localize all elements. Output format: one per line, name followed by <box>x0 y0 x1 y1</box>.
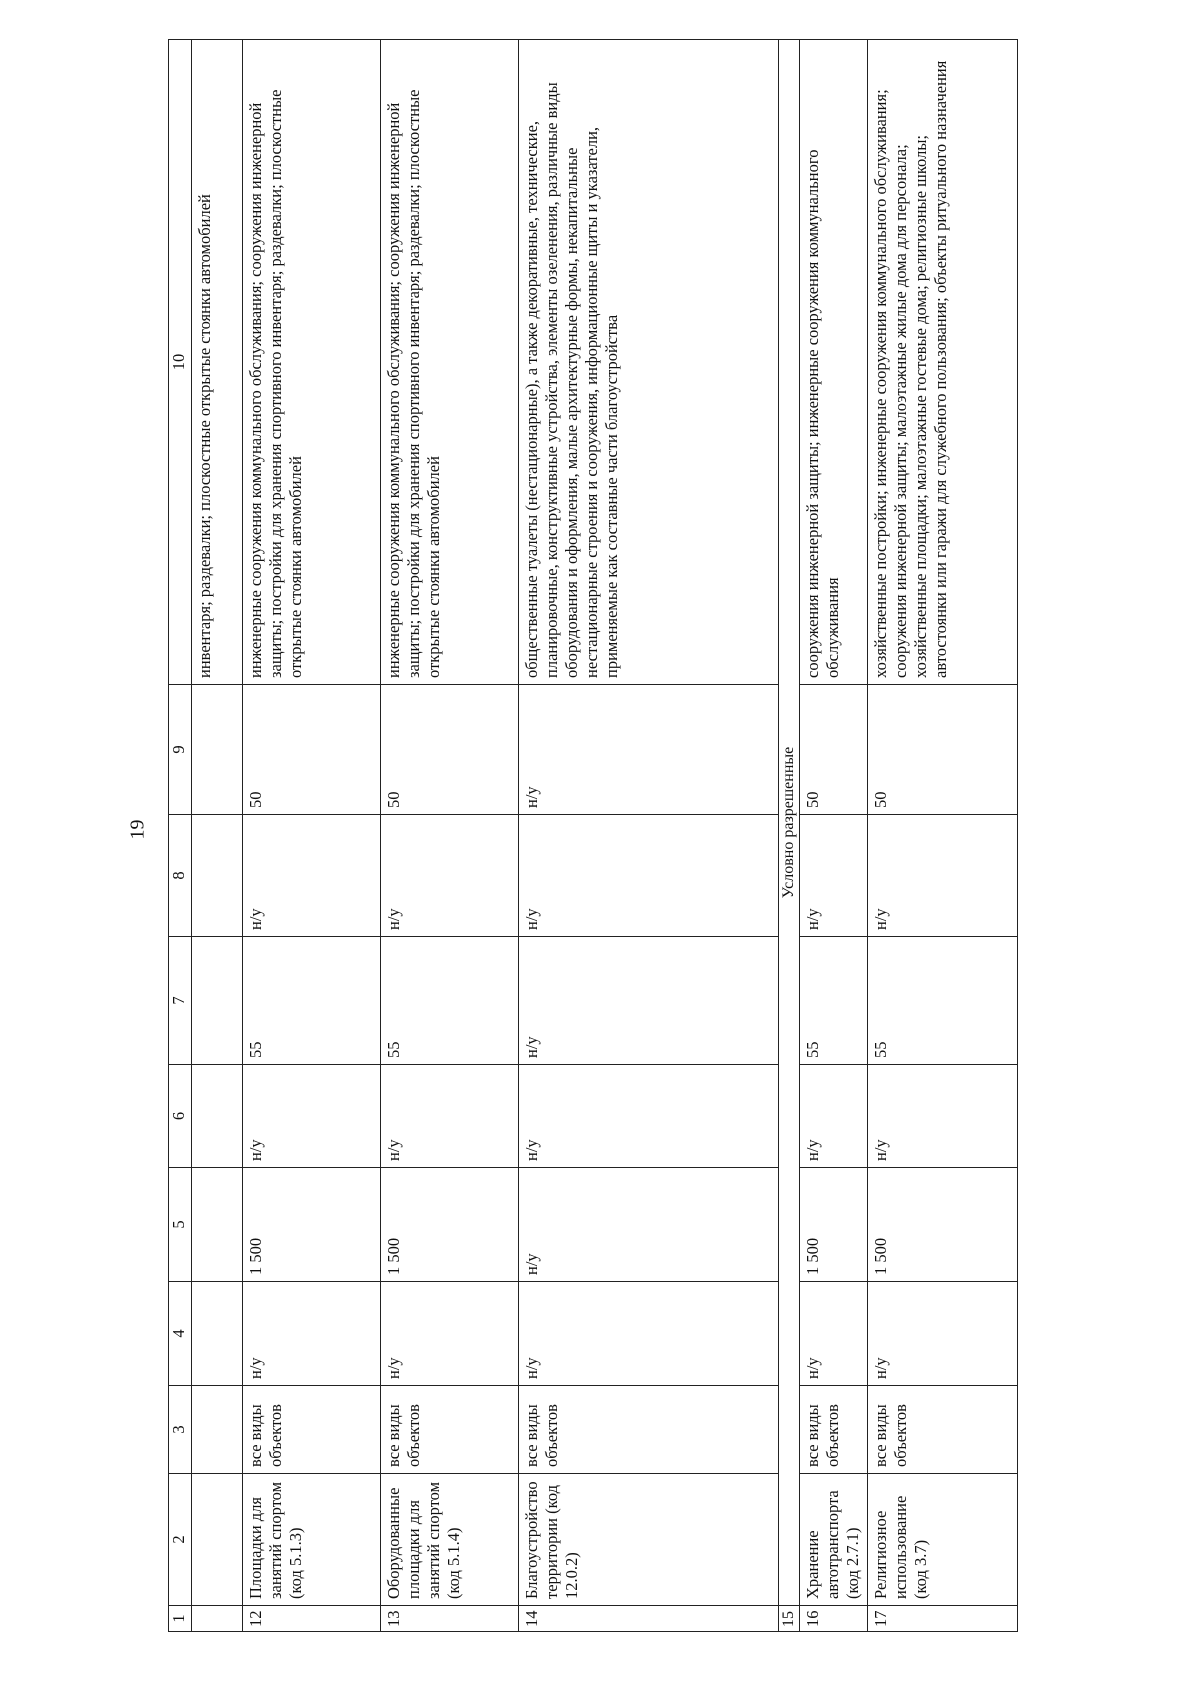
continuation-row <box>192 40 243 1632</box>
header-col-10: 10 <box>169 40 192 685</box>
object-types: все виды объектов <box>381 1386 519 1474</box>
continuation-aux-uses: инвентаря; раздевалки; плоскостные открытые стоянки автомобилей <box>192 40 243 685</box>
auxiliary-uses: инженерные сооружения коммунального обслуживания; сооружения инженерной защиты; постройки для хранения спортивного инвентаря; раздевалки; плоскостные открытые стоянки автомобилей <box>243 40 381 685</box>
cell-col-7: н/у <box>519 937 779 1065</box>
cell-col-4: н/у <box>243 1282 381 1386</box>
object-types: все виды объектов <box>519 1386 779 1474</box>
cell-col-6: н/у <box>868 1065 1018 1168</box>
table-row <box>800 40 868 1632</box>
cell-col-9: 50 <box>800 685 868 815</box>
header-col-1: 1 <box>169 1606 192 1632</box>
header-col-8: 8 <box>169 815 192 937</box>
cell-col-9: н/у <box>519 685 779 815</box>
land-use-name: Хранение автотранспорта (код 2.7.1) <box>800 1474 868 1606</box>
cell-col-7: 55 <box>868 937 1018 1065</box>
header-col-2: 2 <box>169 1474 192 1606</box>
row-number: 16 <box>800 1606 868 1632</box>
header-col-5: 5 <box>169 1168 192 1282</box>
cell-col-6: н/у <box>519 1065 779 1168</box>
page-number: 19 <box>126 819 149 840</box>
cell-col-4: н/у <box>800 1282 868 1386</box>
table-row <box>868 40 1018 1632</box>
object-types: все виды объектов <box>243 1386 381 1474</box>
table-row <box>243 40 381 1632</box>
row-number: 12 <box>243 1606 381 1632</box>
row-number: 17 <box>868 1606 1018 1632</box>
cell-col-8: н/у <box>381 815 519 937</box>
object-types: все виды объектов <box>800 1386 868 1474</box>
cell-col-8: н/у <box>243 815 381 937</box>
header-col-9: 9 <box>169 685 192 815</box>
cell-col-5: 1 500 <box>381 1168 519 1282</box>
cell-col-6: н/у <box>381 1065 519 1168</box>
table-row <box>519 40 779 1632</box>
row-number: 15 <box>779 1606 800 1632</box>
header-col-6: 6 <box>169 1065 192 1168</box>
header-col-7: 7 <box>169 937 192 1065</box>
rotated-table-sheet <box>168 40 975 1632</box>
auxiliary-uses: сооружения инженерной защиты; инженерные сооружения коммунального обслуживания <box>800 40 868 685</box>
cell-col-7: 55 <box>800 937 868 1065</box>
cell-col-9: 50 <box>381 685 519 815</box>
cell-col-9: 50 <box>868 685 1018 815</box>
cell-col-7: 55 <box>381 937 519 1065</box>
auxiliary-uses: хозяйственные постройки; инженерные сооружения коммунального обслуживания; сооружения инженерной защиты; малоэтажные жилые дома для персонала; хозяйственные площадки; малоэтажные гостевые дома; религиозные школы; автостоянки или гаражи для служебного пользования; объекты ритуального назначения <box>868 40 1018 685</box>
land-use-name: Оборудованные площадки для занятий спортом (код 5.1.4) <box>381 1474 519 1606</box>
table-row <box>381 40 519 1632</box>
cell-col-7: 55 <box>243 937 381 1065</box>
cell-col-5: 1 500 <box>868 1168 1018 1282</box>
section-label: Условно разрешенные <box>780 746 797 899</box>
land-use-name: Благоустройство территории (код 12.0.2) <box>519 1474 779 1606</box>
land-use-name: Площадки для занятий спортом (код 5.1.3) <box>243 1474 381 1606</box>
land-use-name: Религиозное использование (код 3.7) <box>868 1474 1018 1606</box>
auxiliary-uses: общественные туалеты (нестационарные), а также декоративные, технические, планировочные, конструктивные устройства, элементы озеленения, различные виды оборудования и оформления, малые архитектурные формы, некапитальные нестационарные строения и сооружения, информационные щиты и указатели, применяемые как составные части благоустройства <box>519 40 779 685</box>
object-types: все виды объектов <box>868 1386 1018 1474</box>
cell-col-5: 1 500 <box>243 1168 381 1282</box>
header-col-4: 4 <box>169 1282 192 1386</box>
cell-col-5: н/у <box>519 1168 779 1282</box>
section-title <box>779 40 800 1606</box>
cell-col-4: н/у <box>381 1282 519 1386</box>
column-number-row <box>169 40 192 1632</box>
cell-col-6: н/у <box>800 1065 868 1168</box>
cell-col-8: н/у <box>800 815 868 937</box>
cell-col-5: 1 500 <box>800 1168 868 1282</box>
header-col-3: 3 <box>169 1386 192 1474</box>
section-row <box>779 40 800 1632</box>
cell-col-4: н/у <box>519 1282 779 1386</box>
land-use-regulations-table <box>168 39 1018 1632</box>
cell-col-8: н/у <box>519 815 779 937</box>
cell-col-8: н/у <box>868 815 1018 937</box>
cell-col-6: н/у <box>243 1065 381 1168</box>
row-number: 13 <box>381 1606 519 1632</box>
cell-col-4: н/у <box>868 1282 1018 1386</box>
auxiliary-uses: инженерные сооружения коммунального обслуживания; сооружения инженерной защиты; постройки для хранения спортивного инвентаря; раздевалки; плоскостные открытые стоянки автомобилей <box>381 40 519 685</box>
cell-col-9: 50 <box>243 685 381 815</box>
row-number: 14 <box>519 1606 779 1632</box>
